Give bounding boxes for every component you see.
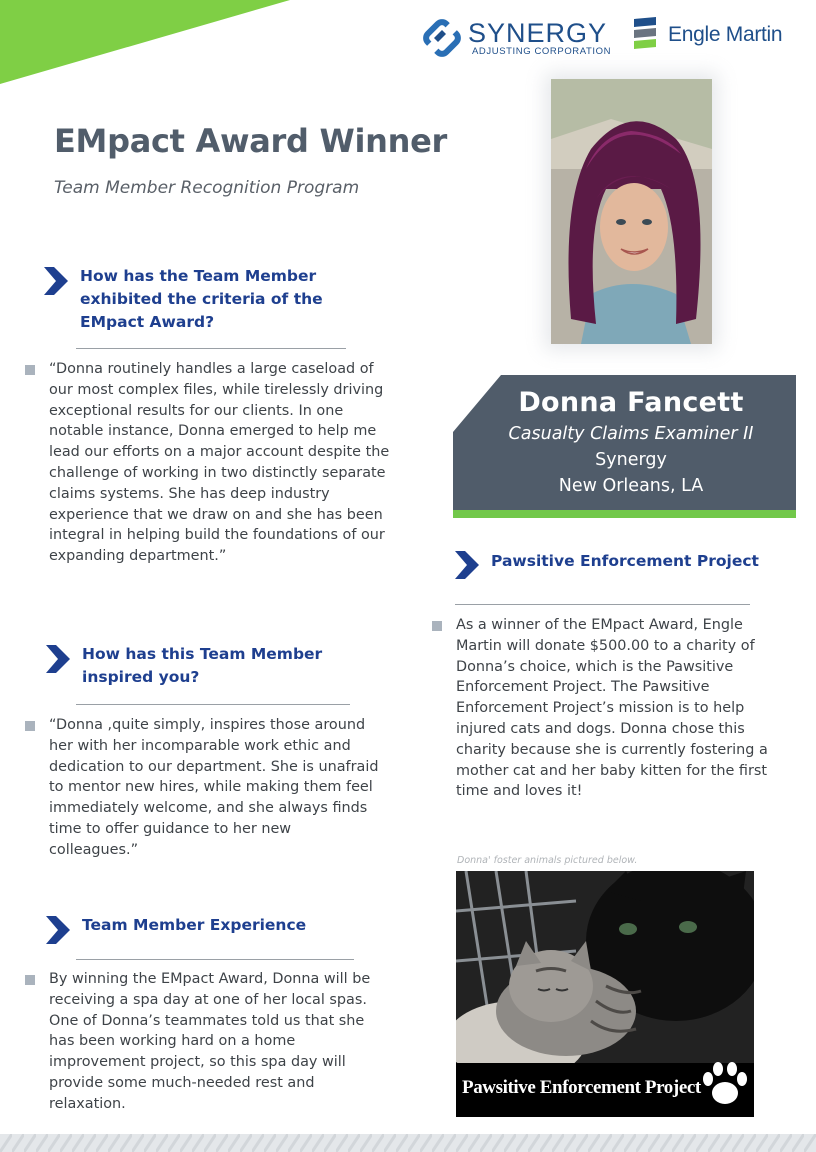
section-criteria-body: [25, 359, 393, 567]
section-divider: [76, 959, 354, 960]
section-experience-heading: [44, 914, 344, 946]
winner-role: Casualty Claims Examiner II: [508, 424, 754, 444]
chevron-right-icon: [44, 914, 72, 946]
section-body-text: As a winner of the EMpact Award, Engle Martin will donate $500.00 to a charity of Donna’s choice, which is the Pawsitive Enforcement Project. The Pawsitive Enforcement Project’s mission is to help injured cats and dogs. Donna chose this charity because she is currently fostering a mother cat and her baby kitten for the first time and loves it!: [456, 617, 768, 800]
section-experience-body: [25, 969, 385, 1115]
section-charity-heading: [453, 549, 783, 581]
name-card-accent-bar: [453, 510, 796, 518]
engle-martin-logo: [634, 17, 794, 53]
pets-illustration: [456, 871, 754, 1063]
photo-caption: Donna' foster animals pictured below.: [457, 855, 638, 866]
winner-name-card: [453, 375, 796, 510]
paw-print-icon: [698, 1059, 752, 1111]
charity-banner-text: Pawsitive Enforcement Project: [462, 1077, 701, 1098]
section-criteria-heading: [42, 265, 342, 334]
section-inspired-body: [25, 715, 380, 861]
charity-banner: [456, 1063, 754, 1117]
section-divider: [455, 604, 750, 605]
square-bullet-icon: [432, 621, 442, 631]
section-heading-text: Team Member Experience: [82, 916, 307, 934]
engle-martin-mark-icon: [634, 17, 658, 51]
winner-name: Donna Fancett: [518, 387, 744, 418]
section-body-text: “Donna ,quite simply, inspires those around her with her incomparable work ethic and dedication to our department. She is unafraid to mentor new hires, while making them feel immediately welcome, and she always finds time to offer guidance to her new colleagues.”: [49, 717, 379, 858]
section-heading-text: Pawsitive Enforcement Project: [491, 552, 759, 570]
synergy-wordmark: SYNERGY: [468, 18, 608, 48]
engle-martin-wordmark: Engle Martin: [668, 23, 783, 46]
page-subtitle: Team Member Recognition Program: [54, 178, 360, 198]
winner-location: New Orleans, LA: [558, 476, 704, 496]
synergy-logo: [420, 16, 620, 60]
square-bullet-icon: [25, 975, 35, 985]
foster-pets-photo: [456, 871, 754, 1117]
section-body-text: “Donna routinely handles a large caseload of our most complex files, while tirelessly driving exceptional results for our clients. In one notable instance, Donna emerged to help me lead our efforts on a major account despite the challenge of working in two distinctly separate claims systems. She has deep industry experience that we draw on and she has been integral in helping build the foundations of our expanding department.”: [49, 361, 390, 565]
portrait-illustration: [551, 79, 712, 344]
chevron-right-icon: [42, 265, 70, 297]
chevron-right-icon: [453, 549, 481, 581]
chevron-right-icon: [44, 643, 72, 675]
square-bullet-icon: [25, 365, 35, 375]
section-charity-body: [432, 615, 772, 802]
section-body-text: By winning the EMpact Award, Donna will be receiving a spa day at one of her local spas. One of Donna’s teammates told us that she has been working hard on a home improvement project, so this spa day will provide some much-needed rest and relaxation.: [49, 971, 371, 1112]
green-corner-accent: [0, 0, 290, 84]
page-title: EMpact Award Winner: [54, 122, 447, 160]
synergy-subtitle: ADJUSTING CORPORATION: [472, 46, 612, 57]
section-heading-text: How has this Team Member inspired you?: [82, 645, 323, 686]
winner-portrait-photo: [551, 79, 712, 344]
synergy-logo-mark-icon: [420, 16, 464, 60]
winner-company: Synergy: [595, 450, 667, 470]
section-divider: [76, 704, 350, 705]
section-divider: [76, 348, 346, 349]
section-heading-text: How has the Team Member exhibited the criteria of the EMpact Award?: [80, 267, 323, 331]
section-inspired-heading: [44, 643, 344, 689]
footer-stripe: [0, 1134, 816, 1152]
square-bullet-icon: [25, 721, 35, 731]
